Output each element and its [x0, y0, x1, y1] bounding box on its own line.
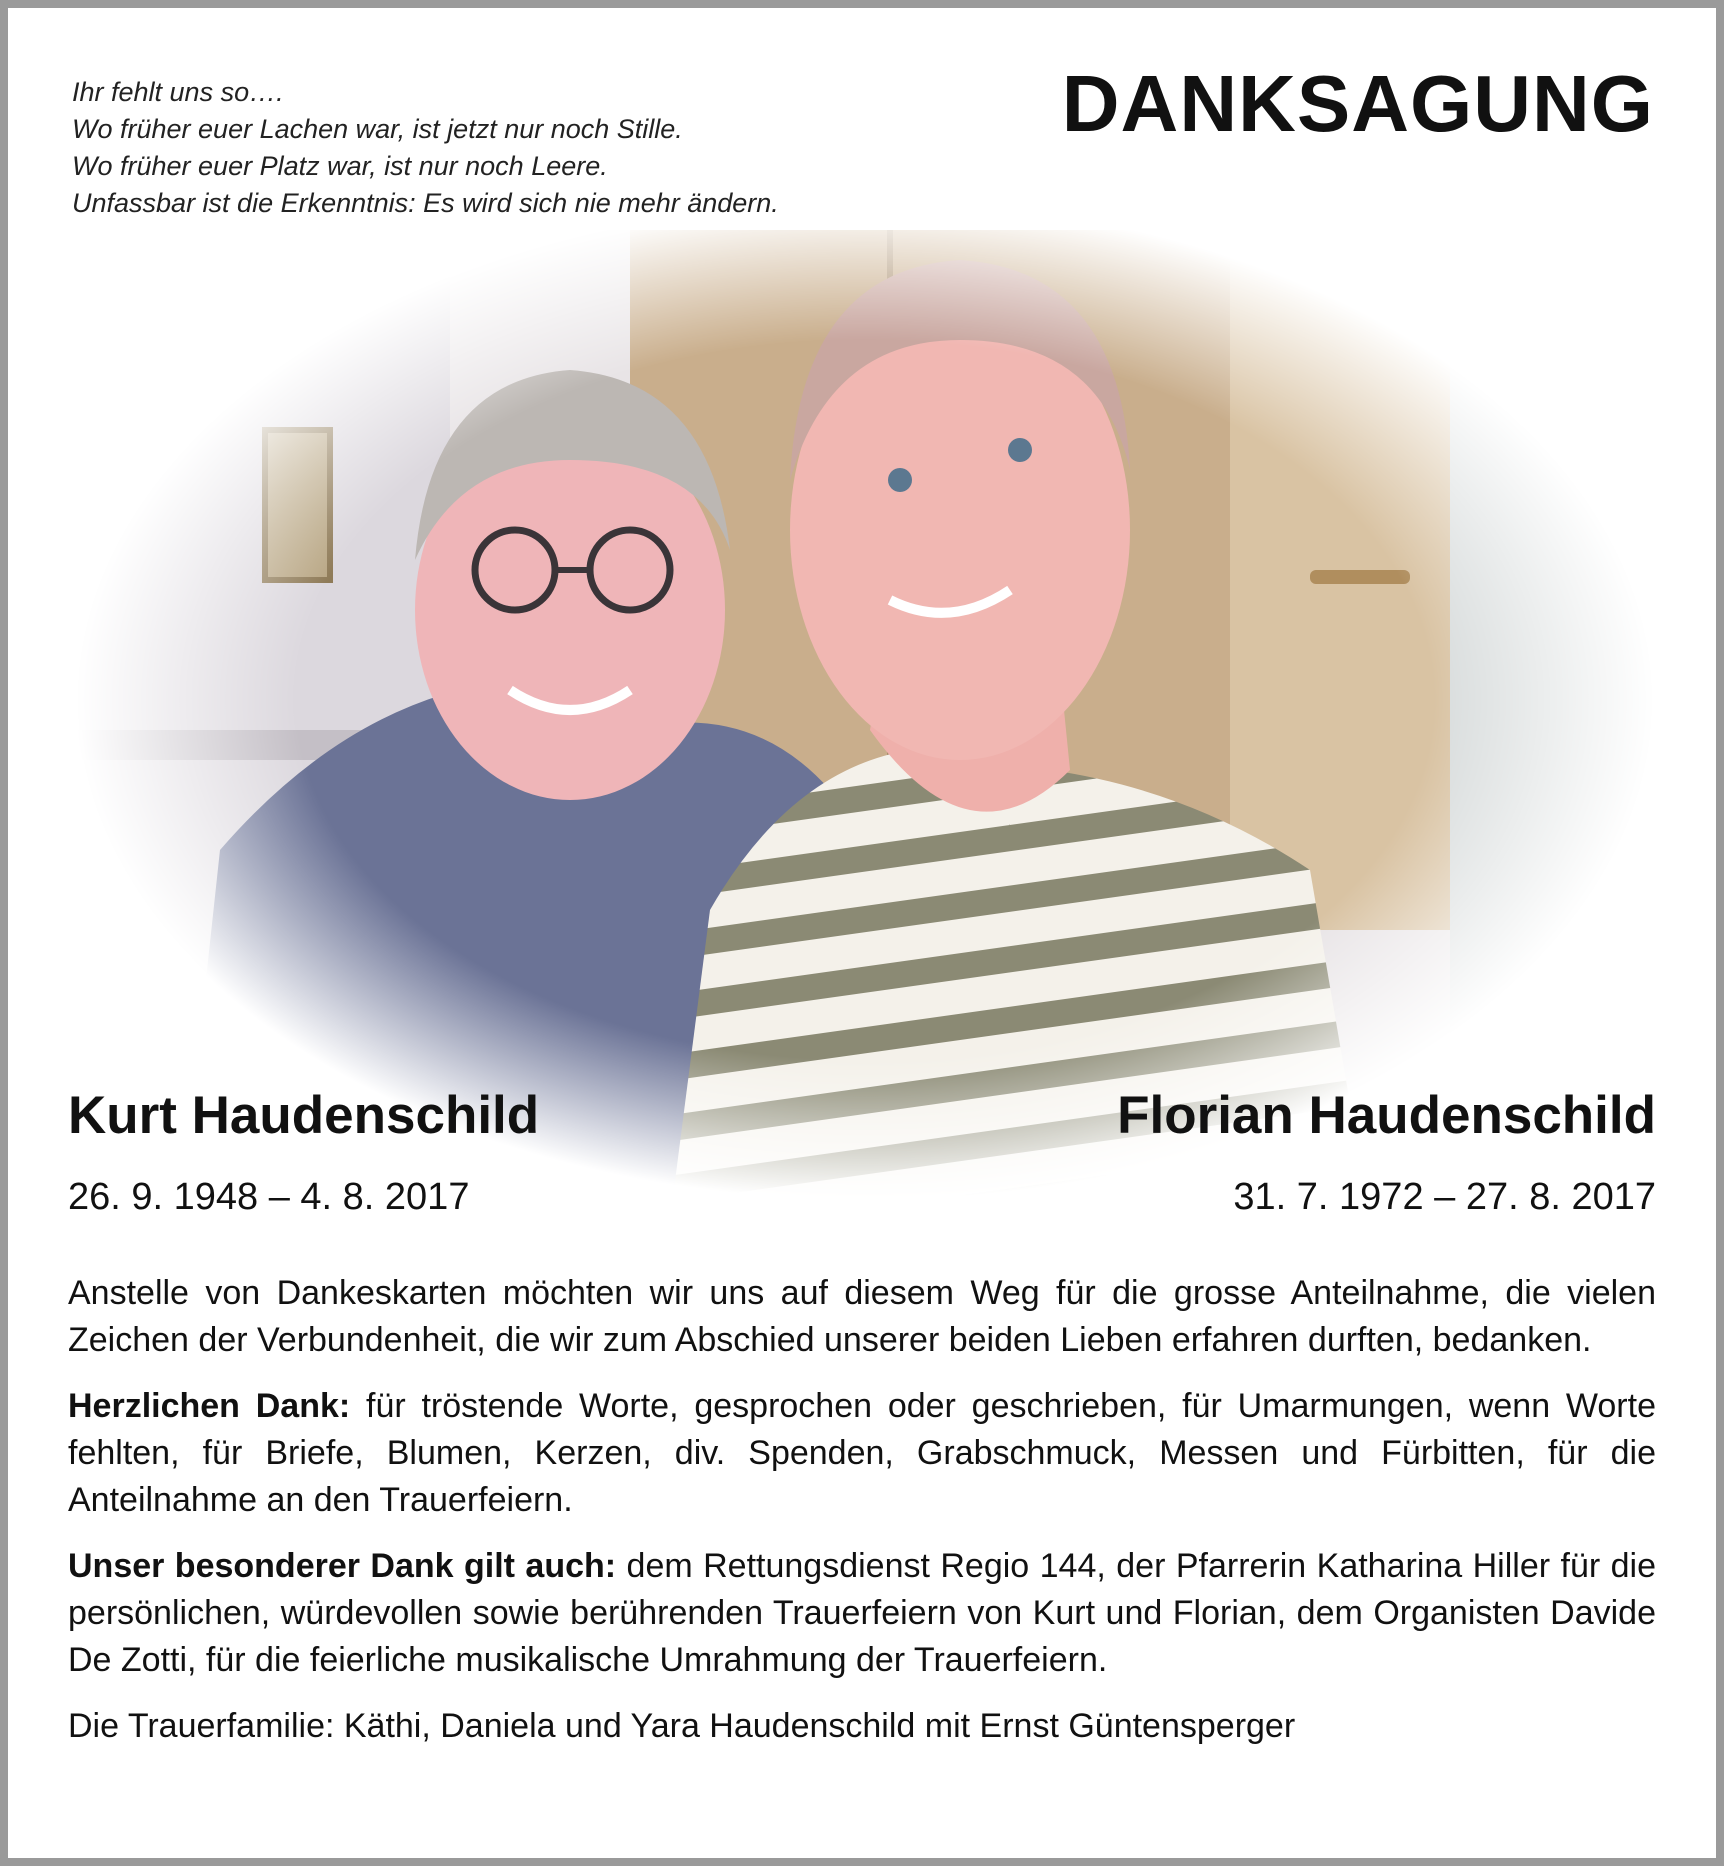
person-dates-kurt: 26. 9. 1948 – 4. 8. 2017 — [68, 1176, 470, 1218]
poem-line: Wo früher euer Lachen war, ist jetzt nur noch Stille. — [72, 114, 683, 144]
thanks-content: für tröstende Worte, gesprochen oder geschrieben, für Umarmungen, wenn Worte fehlten, für Briefe, Blumen, Kerzen, div. Spenden, Grabschmuck, Messen und Fürbitten, für die Anteilnahme an den Trauerfeiern. — [68, 1387, 1656, 1519]
family-signature: Die Trauerfamilie: Käthi, Daniela und Yara Haudenschild mit Ernst Güntensperger — [68, 1707, 1296, 1745]
page-title: DANKSAGUNG — [1061, 59, 1654, 148]
poem-line: Wo früher euer Platz war, ist nur noch Leere. — [72, 151, 608, 181]
memorial-photo — [70, 230, 1660, 1220]
poem-line: Ihr fehlt uns so…. — [72, 77, 284, 107]
person-name-kurt: Kurt Haudenschild — [68, 1086, 540, 1145]
special-thanks-paragraph — [68, 1543, 1656, 1684]
poem — [72, 74, 779, 222]
person-name-florian: Florian Haudenschild — [1117, 1086, 1656, 1145]
thanks-text — [68, 1270, 1656, 1769]
poem-line: Unfassbar ist die Erkenntnis: Es wird sich nie mehr ändern. — [72, 188, 779, 218]
special-thanks-label: Unser besonderer Dank gilt auch: — [68, 1547, 617, 1585]
thanks-paragraph — [68, 1383, 1656, 1524]
special-thanks-content: dem Rettungsdienst Regio 144, der Pfarrerin Katharina Hiller für die persönlichen, würdevollen sowie berührenden Trauerfeiern von Kurt und Florian, dem Organisten Davide De Zotti, für die feierliche musikalische Umrahmung der Trauerfeiern. — [68, 1547, 1656, 1679]
person-dates-florian: 31. 7. 1972 – 27. 8. 2017 — [1233, 1176, 1656, 1218]
intro-paragraph: Anstelle von Dankeskarten möchten wir uns auf diesem Weg für die grosse Anteilnahme, die vielen Zeichen der Verbundenheit, die wir zum Abschied unserer beiden Lieben erfahren durften, bedanken. — [68, 1274, 1656, 1359]
thanks-label: Herzlichen Dank: — [68, 1387, 351, 1425]
